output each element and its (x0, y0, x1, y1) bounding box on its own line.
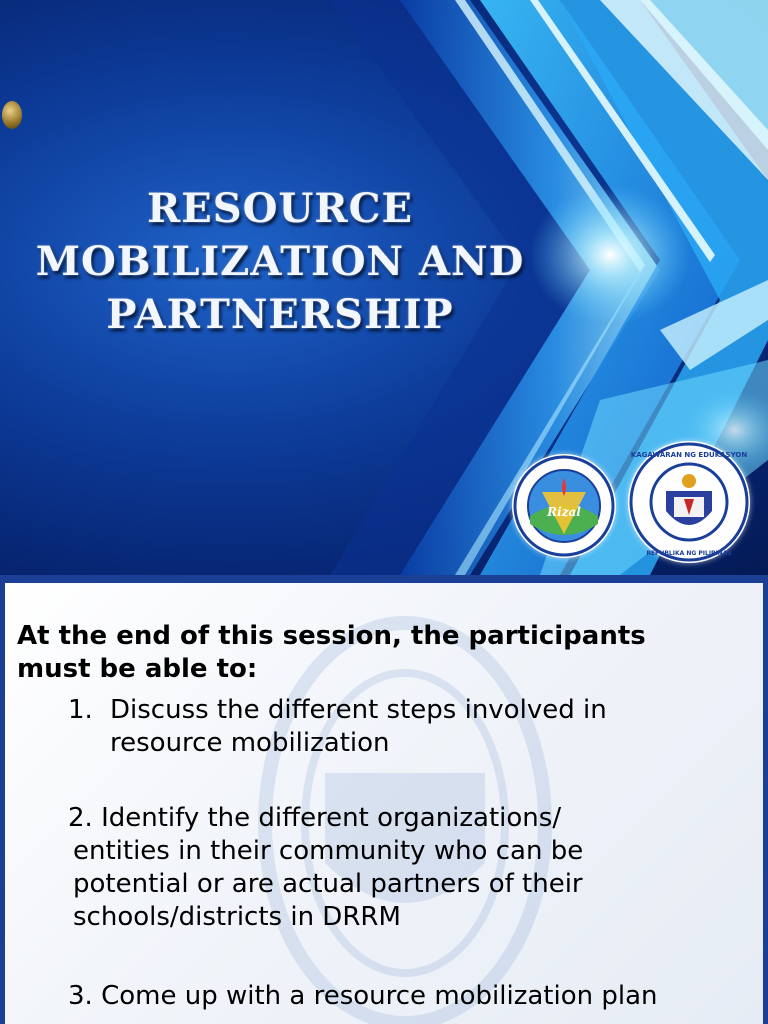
svg-text:Rizal: Rizal (547, 505, 581, 519)
objective-line: Identify the different organizations/ (101, 803, 562, 833)
gold-bullet-ornament (2, 101, 22, 129)
objective-number: 2. (68, 803, 93, 833)
objective-line: Come up with a resource mobilization plan (101, 981, 658, 1011)
svg-text:KAGAWARAN NG EDUKASYON: KAGAWARAN NG EDUKASYON (630, 451, 748, 459)
title-line-1: RESOURCE (147, 185, 413, 232)
objective-line: schools/districts in DRRM (73, 902, 401, 932)
objective-item-2 (68, 802, 758, 934)
objective-line: potential or are actual partners of their (73, 869, 583, 899)
deped-seal-logo (628, 441, 750, 563)
intro-line-1: At the end of this session, the participants (17, 621, 646, 651)
objective-number: 1. (68, 695, 93, 725)
objective-number: 3. (68, 981, 93, 1011)
objective-item-1 (68, 694, 758, 760)
title-line-3: PARTNERSHIP (106, 291, 454, 338)
svg-text:REPUBLIKA NG PILIPINAS: REPUBLIKA NG PILIPINAS (646, 550, 732, 557)
objective-item-3 (68, 980, 758, 1013)
objective-line: resource mobilization (110, 728, 390, 758)
slide-title (20, 182, 540, 341)
objective-line: Discuss the different steps involved in (110, 695, 607, 725)
rizal-division-seal-logo (512, 454, 616, 558)
objectives-intro (17, 620, 757, 686)
intro-line-2: must be able to: (17, 654, 258, 684)
objective-line: entities in their community who can be (73, 836, 584, 866)
title-line-2: MOBILIZATION AND (35, 238, 525, 285)
